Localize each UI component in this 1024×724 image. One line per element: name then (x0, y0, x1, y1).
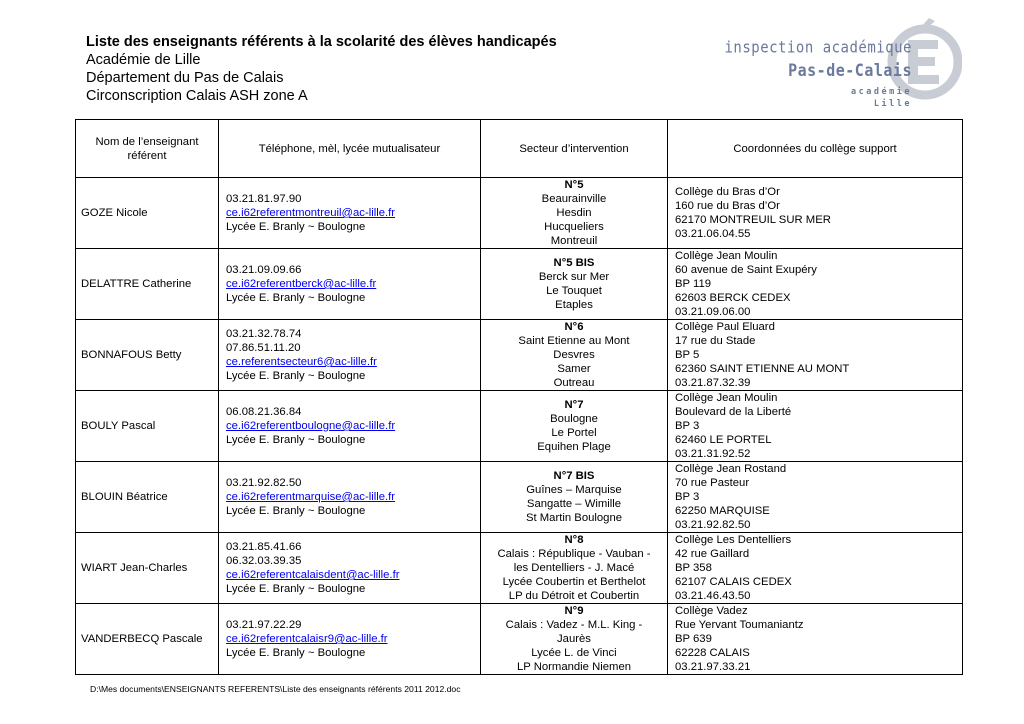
referent-name: BOULY Pascal (76, 391, 219, 462)
email-link[interactable]: ce.i62referentcalaisr9@ac-lille.fr (226, 633, 388, 645)
sector-number: N°8 (564, 534, 584, 546)
email-link[interactable]: ce.i62referentcalaisdent@ac-lille.fr (226, 569, 400, 581)
referent-name: BLOUIN Béatrice (76, 462, 219, 533)
table-header-row (76, 120, 963, 178)
logo-line-department: Pas-de-Calais (788, 59, 912, 81)
sector-line: les Dentelliers - J. Macé (513, 562, 635, 574)
college-line: BP 3 (675, 420, 700, 432)
sector-line: Equihen Plage (537, 441, 611, 453)
college-line: 62170 MONTREUIL SUR MER (675, 214, 831, 226)
table-row (76, 391, 963, 462)
header-college: Coordonnées du collège support (668, 120, 963, 178)
sector-number: N°9 (564, 605, 584, 617)
sector-cell (481, 178, 668, 249)
sector-cell (481, 391, 668, 462)
referent-name: VANDERBECQ Pascale (76, 604, 219, 675)
table-row (76, 604, 963, 675)
sector-line: LP du Détroit et Coubertin (508, 590, 640, 602)
sector-number: N°6 (564, 321, 584, 333)
phone-number: 03.21.85.41.66 (226, 541, 302, 553)
phone-number: 06.32.03.39.35 (226, 555, 302, 567)
college-line: 62250 MARQUISE (675, 505, 770, 517)
sector-number: N°5 (564, 179, 584, 191)
sector-cell (481, 533, 668, 604)
college-line: BP 3 (675, 491, 700, 503)
college-line: Collège Jean Moulin (675, 392, 778, 404)
college-line: 62360 SAINT ETIENNE AU MONT (675, 363, 850, 375)
email-link[interactable]: ce.i62referentberck@ac-lille.fr (226, 278, 377, 290)
college-line: Boulevard de la Liberté (675, 406, 792, 418)
sector-number: N°7 (564, 399, 584, 411)
sector-line: Saint Etienne au Mont (518, 335, 630, 347)
sector-line: Lycée L. de Vinci (531, 647, 617, 659)
table-row (76, 249, 963, 320)
college-line: 17 rue du Stade (675, 335, 756, 347)
college-line: Collège Les Dentelliers (675, 534, 792, 546)
referent-contact (219, 320, 481, 391)
email-line (226, 419, 480, 433)
table-row (76, 462, 963, 533)
phone-number: 06.08.21.36.84 (226, 406, 302, 418)
college-line: Rue Yervant Toumaniantz (675, 619, 804, 631)
college-cell (668, 462, 963, 533)
sector-line: St Martin Boulogne (525, 512, 623, 524)
sector-line: Beaurainville (541, 193, 607, 205)
college-cell (668, 178, 963, 249)
college-line: 62107 CALAIS CEDEX (675, 576, 792, 588)
sector-line: Lycée Coubertin et Berthelot (502, 576, 646, 588)
college-line: Collège Paul Eluard (675, 321, 775, 333)
phone-number: 03.21.32.78.74 (226, 328, 302, 340)
sector-line: Samer (557, 363, 591, 375)
lycee-mutualisateur: Lycée E. Branly ~ Boulogne (226, 434, 366, 446)
college-line: Collège Jean Moulin (675, 250, 778, 262)
college-line: 03.21.97.33.21 (675, 661, 751, 673)
header-contact: Téléphone, mèl, lycée mutualisateur (219, 120, 481, 178)
college-cell (668, 320, 963, 391)
sector-cell (481, 604, 668, 675)
document-footer-path: D:\Mes documents\ENSEIGNANTS REFERENTS\Liste des enseignants référents 2011 2012.doc (90, 684, 461, 694)
lycee-mutualisateur: Lycée E. Branly ~ Boulogne (226, 221, 366, 233)
sector-line: Hesdin (556, 207, 592, 219)
college-line: Collège du Bras d’Or (675, 186, 780, 198)
referent-contact (219, 178, 481, 249)
table-row (76, 533, 963, 604)
referent-name: BONNAFOUS Betty (76, 320, 219, 391)
sector-line: Etaples (555, 299, 593, 311)
sector-line: Sangatte – Wimille (526, 498, 622, 510)
college-cell (668, 249, 963, 320)
referent-contact (219, 249, 481, 320)
email-link[interactable]: ce.i62referentmontreuil@ac-lille.fr (226, 207, 396, 219)
college-line: Collège Jean Rostand (675, 463, 787, 475)
email-line (226, 206, 480, 220)
sector-cell (481, 462, 668, 533)
phone-number: 03.21.97.22.29 (226, 619, 302, 631)
college-line: 03.21.09.06.00 (675, 306, 751, 318)
email-link[interactable]: ce.i62referentmarquise@ac-lille.fr (226, 491, 396, 503)
lycee-mutualisateur: Lycée E. Branly ~ Boulogne (226, 370, 366, 382)
referent-contact (219, 533, 481, 604)
sector-number: N°5 BIS (553, 257, 595, 269)
college-line: 62460 LE PORTEL (675, 434, 772, 446)
sector-line: Le Touquet (546, 285, 602, 297)
sector-number: N°7 BIS (553, 470, 595, 482)
sector-cell (481, 249, 668, 320)
table-row (76, 320, 963, 391)
sector-line: Calais : République - Vauban - (497, 548, 651, 560)
sector-line: Guînes – Marquise (526, 484, 622, 496)
college-line: 03.21.92.82.50 (675, 519, 751, 531)
college-cell (668, 391, 963, 462)
college-line: 42 rue Gaillard (675, 548, 750, 560)
referent-name: WIART Jean-Charles (76, 533, 219, 604)
sector-cell (481, 320, 668, 391)
logo-line-academie: académie (851, 87, 912, 97)
college-line: 03.21.31.92.52 (675, 448, 751, 460)
phone-number: 03.21.81.97.90 (226, 193, 302, 205)
table-body (76, 178, 963, 675)
email-link[interactable]: ce.i62referentboulogne@ac-lille.fr (226, 420, 396, 432)
sector-line: Boulogne (550, 413, 598, 425)
circonscription-line: Circonscription Calais ASH zone A (86, 88, 308, 104)
academy-line: Académie de Lille (86, 52, 201, 68)
phone-number: 03.21.92.82.50 (226, 477, 302, 489)
table-row (76, 178, 963, 249)
college-line: Collège Vadez (675, 605, 748, 617)
sector-line: Calais : Vadez - M.L. King - (505, 619, 643, 631)
college-cell (668, 604, 963, 675)
college-cell (668, 533, 963, 604)
email-link[interactable]: ce.referentsecteur6@ac-lille.fr (226, 356, 377, 368)
college-line: 03.21.46.43.50 (675, 590, 751, 602)
college-line: 03.21.87.32.39 (675, 377, 751, 389)
sector-line: Montreuil (550, 235, 598, 247)
department-line: Département du Pas de Calais (86, 70, 284, 86)
sector-line: Outreau (553, 377, 595, 389)
sector-line: Hucqueliers (544, 221, 604, 233)
college-line: 160 rue du Bras d’Or (675, 200, 780, 212)
college-line: 03.21.06.04.55 (675, 228, 751, 240)
lycee-mutualisateur: Lycée E. Branly ~ Boulogne (226, 647, 366, 659)
document-header (86, 33, 726, 105)
header-sector: Secteur d’intervention (481, 120, 668, 178)
college-line: 70 rue Pasteur (675, 477, 750, 489)
college-line: BP 358 (675, 562, 712, 574)
phone-number: 03.21.09.09.66 (226, 264, 302, 276)
sector-line: Desvres (553, 349, 595, 361)
header-name: Nom de l’enseignant référent (76, 120, 219, 178)
email-line (226, 355, 480, 369)
lycee-mutualisateur: Lycée E. Branly ~ Boulogne (226, 505, 366, 517)
sector-line: LP Normandie Niemen (516, 661, 632, 673)
referent-contact (219, 462, 481, 533)
sector-line: Jaurès (557, 633, 591, 645)
lycee-mutualisateur: Lycée E. Branly ~ Boulogne (226, 292, 366, 304)
referents-table (75, 119, 963, 675)
college-line: BP 639 (675, 633, 712, 645)
college-line: BP 119 (675, 278, 712, 290)
phone-number: 07.86.51.11.20 (226, 342, 301, 354)
referent-name: GOZE Nicole (76, 178, 219, 249)
college-line: 60 avenue de Saint Exupéry (675, 264, 817, 276)
document-title: Liste des enseignants référents à la scolarité des élèves handicapés (86, 34, 557, 50)
logo-line-lille: Lille (873, 99, 912, 109)
sector-line: Berck sur Mer (538, 271, 610, 283)
referent-name: DELATTRE Catherine (76, 249, 219, 320)
email-line (226, 490, 480, 504)
college-line: 62228 CALAIS (675, 647, 750, 659)
inspection-academique-logo (724, 16, 962, 111)
email-line (226, 632, 480, 646)
sector-line: Le Portel (551, 427, 597, 439)
college-line: 62603 BERCK CEDEX (675, 292, 791, 304)
email-line (226, 277, 480, 291)
college-line: BP 5 (675, 349, 700, 361)
email-line (226, 568, 480, 582)
referent-contact (219, 391, 481, 462)
logo-line-inspection: inspection académique (724, 38, 912, 58)
referent-contact (219, 604, 481, 675)
lycee-mutualisateur: Lycée E. Branly ~ Boulogne (226, 583, 366, 595)
